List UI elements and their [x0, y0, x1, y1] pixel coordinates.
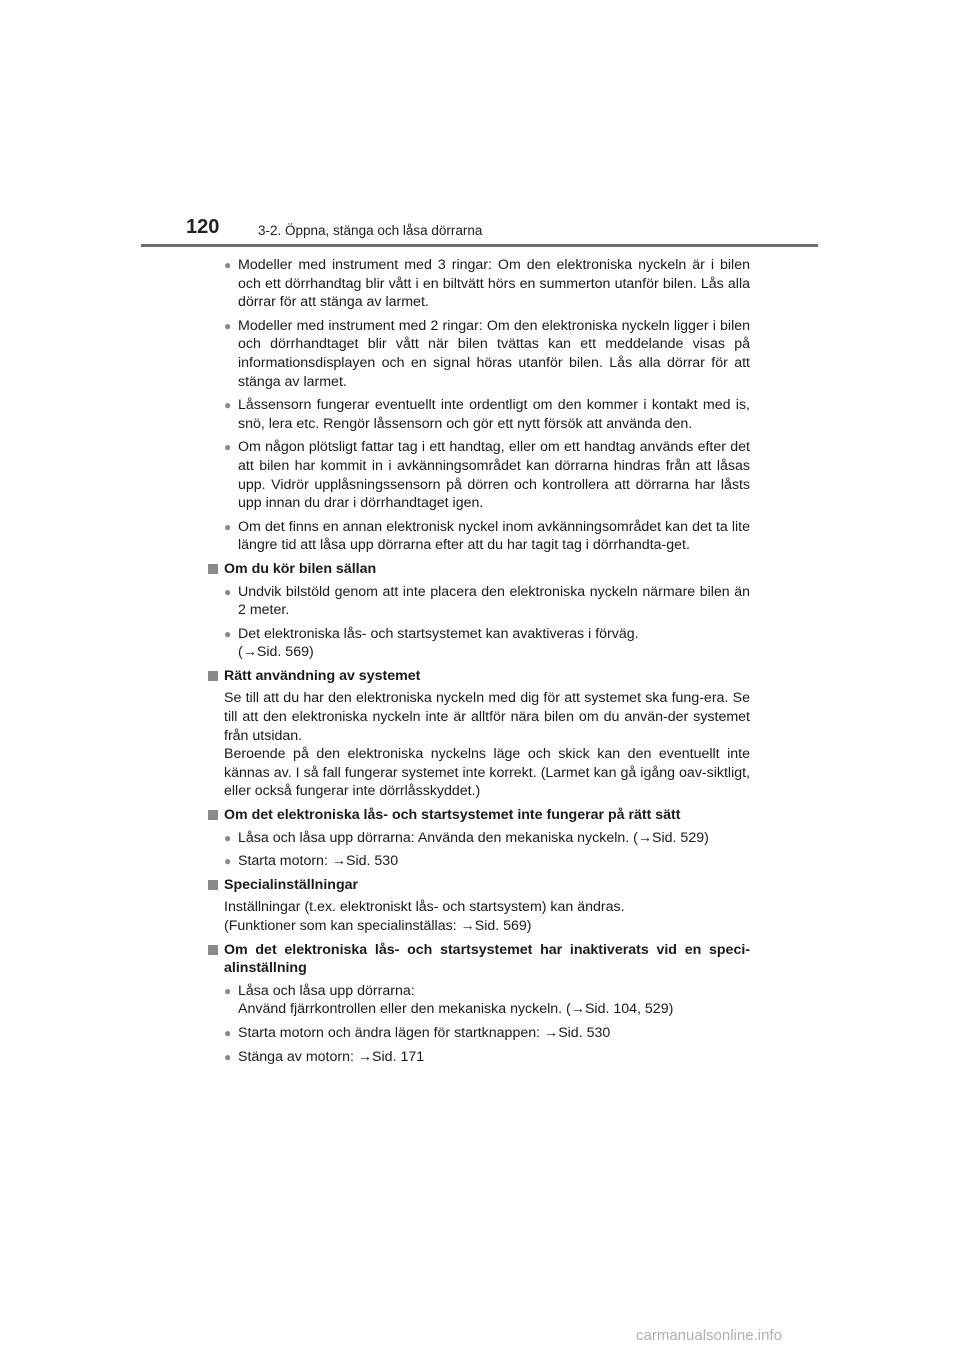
list-item: ● Låsa och låsa upp dörrarna: Använd fjärrkontrollen eller den mekaniska nyckeln. (→Sid. 104, 529)	[224, 982, 674, 1018]
bullet-icon: ●	[224, 584, 232, 599]
bullet-icon: ●	[224, 854, 232, 869]
bullet-icon: ●	[224, 1049, 232, 1064]
square-bullet-icon	[208, 810, 218, 820]
page-header	[186, 216, 818, 246]
section-title: 3-2. Öppna, stänga och låsa dörrarna	[258, 223, 483, 238]
bullet-icon: ●	[224, 626, 232, 641]
bullet-icon: ●	[224, 519, 232, 534]
section-heading: Om det elektroniska lås- och startsystemet inte fungerar på rätt sätt	[207, 806, 750, 825]
page-number: 120	[186, 216, 220, 238]
bullet-icon: ●	[224, 318, 232, 333]
list-item: ● Modeller med instrument med 3 ringar: Om den elektroniska nyckeln är i bilen och ett dörrhandtag blir vått i en biltvätt hörs en summerton utanför bilen. Lås alla dörrar för att stänga av larmet.	[224, 257, 750, 311]
paragraph: Se till att du har den elektroniska nyckeln med dig för att systemet ska fung-era. Se till att den elektroniska nyckeln inte är alltför nära bilen om du använ-der systemet från utsidan. Beroende på den elektroniska nyckelns läge och skick kan den eventuellt inte kännas av. I så fall fungerar systemet inte korrekt. (Larmet kan gå igång oav-siktligt, eller också fungerar inte dörrlåsskyddet.)	[224, 690, 750, 800]
bullet-icon: ●	[224, 398, 232, 413]
list-item: ● Undvik bilstöld genom att inte placera den elektroniska nyckeln närmare bilen än 2 meter.	[224, 583, 750, 619]
paragraph: Inställningar (t.ex. elektroniskt lås- och startsystem) kan ändras. (Funktioner som kan specialinställas: →Sid. 569)	[224, 899, 625, 934]
list-item: ● Starta motorn: →Sid. 530	[224, 853, 399, 870]
square-bullet-icon	[208, 671, 218, 681]
bullet-icon: ●	[224, 440, 232, 455]
bullet-icon: ●	[224, 1025, 232, 1040]
header-divider	[141, 244, 818, 247]
list-item: ● Om det finns en annan elektronisk nyckel inom avkänningsområdet kan det ta lite längre tid att låsa upp dörrarna efter att du har tagit tag i dörrhandta-get.	[224, 518, 750, 554]
bullet-icon: ●	[224, 258, 232, 272]
watermark: carmanualsonline.info	[636, 1327, 782, 1344]
square-bullet-icon	[208, 564, 218, 574]
bullet-icon: ●	[224, 830, 232, 845]
list-item: ● Om någon plötsligt fattar tag i ett handtag, eller om ett handtag används efter det att bilen har kommit in i avkänningsområdet kan dörrarna hindras från att låsas upp. Vidrör upplåsningssensorn på dörren och kontrollera att dörrarna har låsts upp innan du drar i dörrhandtaget igen.	[224, 439, 750, 512]
section-heading: Om det elektroniska lås- och startsystemet har inaktiverats vid en speci-alinställning	[207, 941, 750, 978]
list-item: ● Det elektroniska lås- och startsystemet kan avaktiveras i förväg. (→Sid. 569)	[207, 625, 750, 662]
page-content	[207, 256, 750, 1071]
list-item: ● Starta motorn och ändra lägen för startknappen: →Sid. 530	[224, 1024, 611, 1041]
section-heading: Specialinställningar	[207, 876, 750, 895]
square-bullet-icon	[208, 880, 218, 890]
list-item: ● Modeller med instrument med 2 ringar: Om den elektroniska nyckeln ligger i bilen och dörrhandtaget blir vått när bilen tvättas kan ett meddelande visas på informationsdisplayen och en signal höras utanför bilen. Lås alla dörrar för att stänga av larmet.	[224, 317, 750, 390]
section-heading: Om du kör bilen sällan	[207, 560, 750, 579]
list-item: ● Låssensorn fungerar eventuellt inte ordentligt om den kommer i kontakt med is, snö, lera etc. Rengör låssensorn och gör ett nytt försök att använda den.	[224, 397, 750, 432]
list-item: ● Låsa och låsa upp dörrarna: Använda den mekaniska nyckeln. (→Sid. 529)	[224, 829, 709, 846]
list-item: ● Stänga av motorn: →Sid. 171	[224, 1048, 425, 1065]
bullet-icon: ●	[224, 983, 232, 998]
square-bullet-icon	[208, 945, 218, 955]
section-heading: Rätt användning av systemet	[207, 667, 750, 686]
page-reference: (→Sid. 569)	[238, 644, 314, 661]
